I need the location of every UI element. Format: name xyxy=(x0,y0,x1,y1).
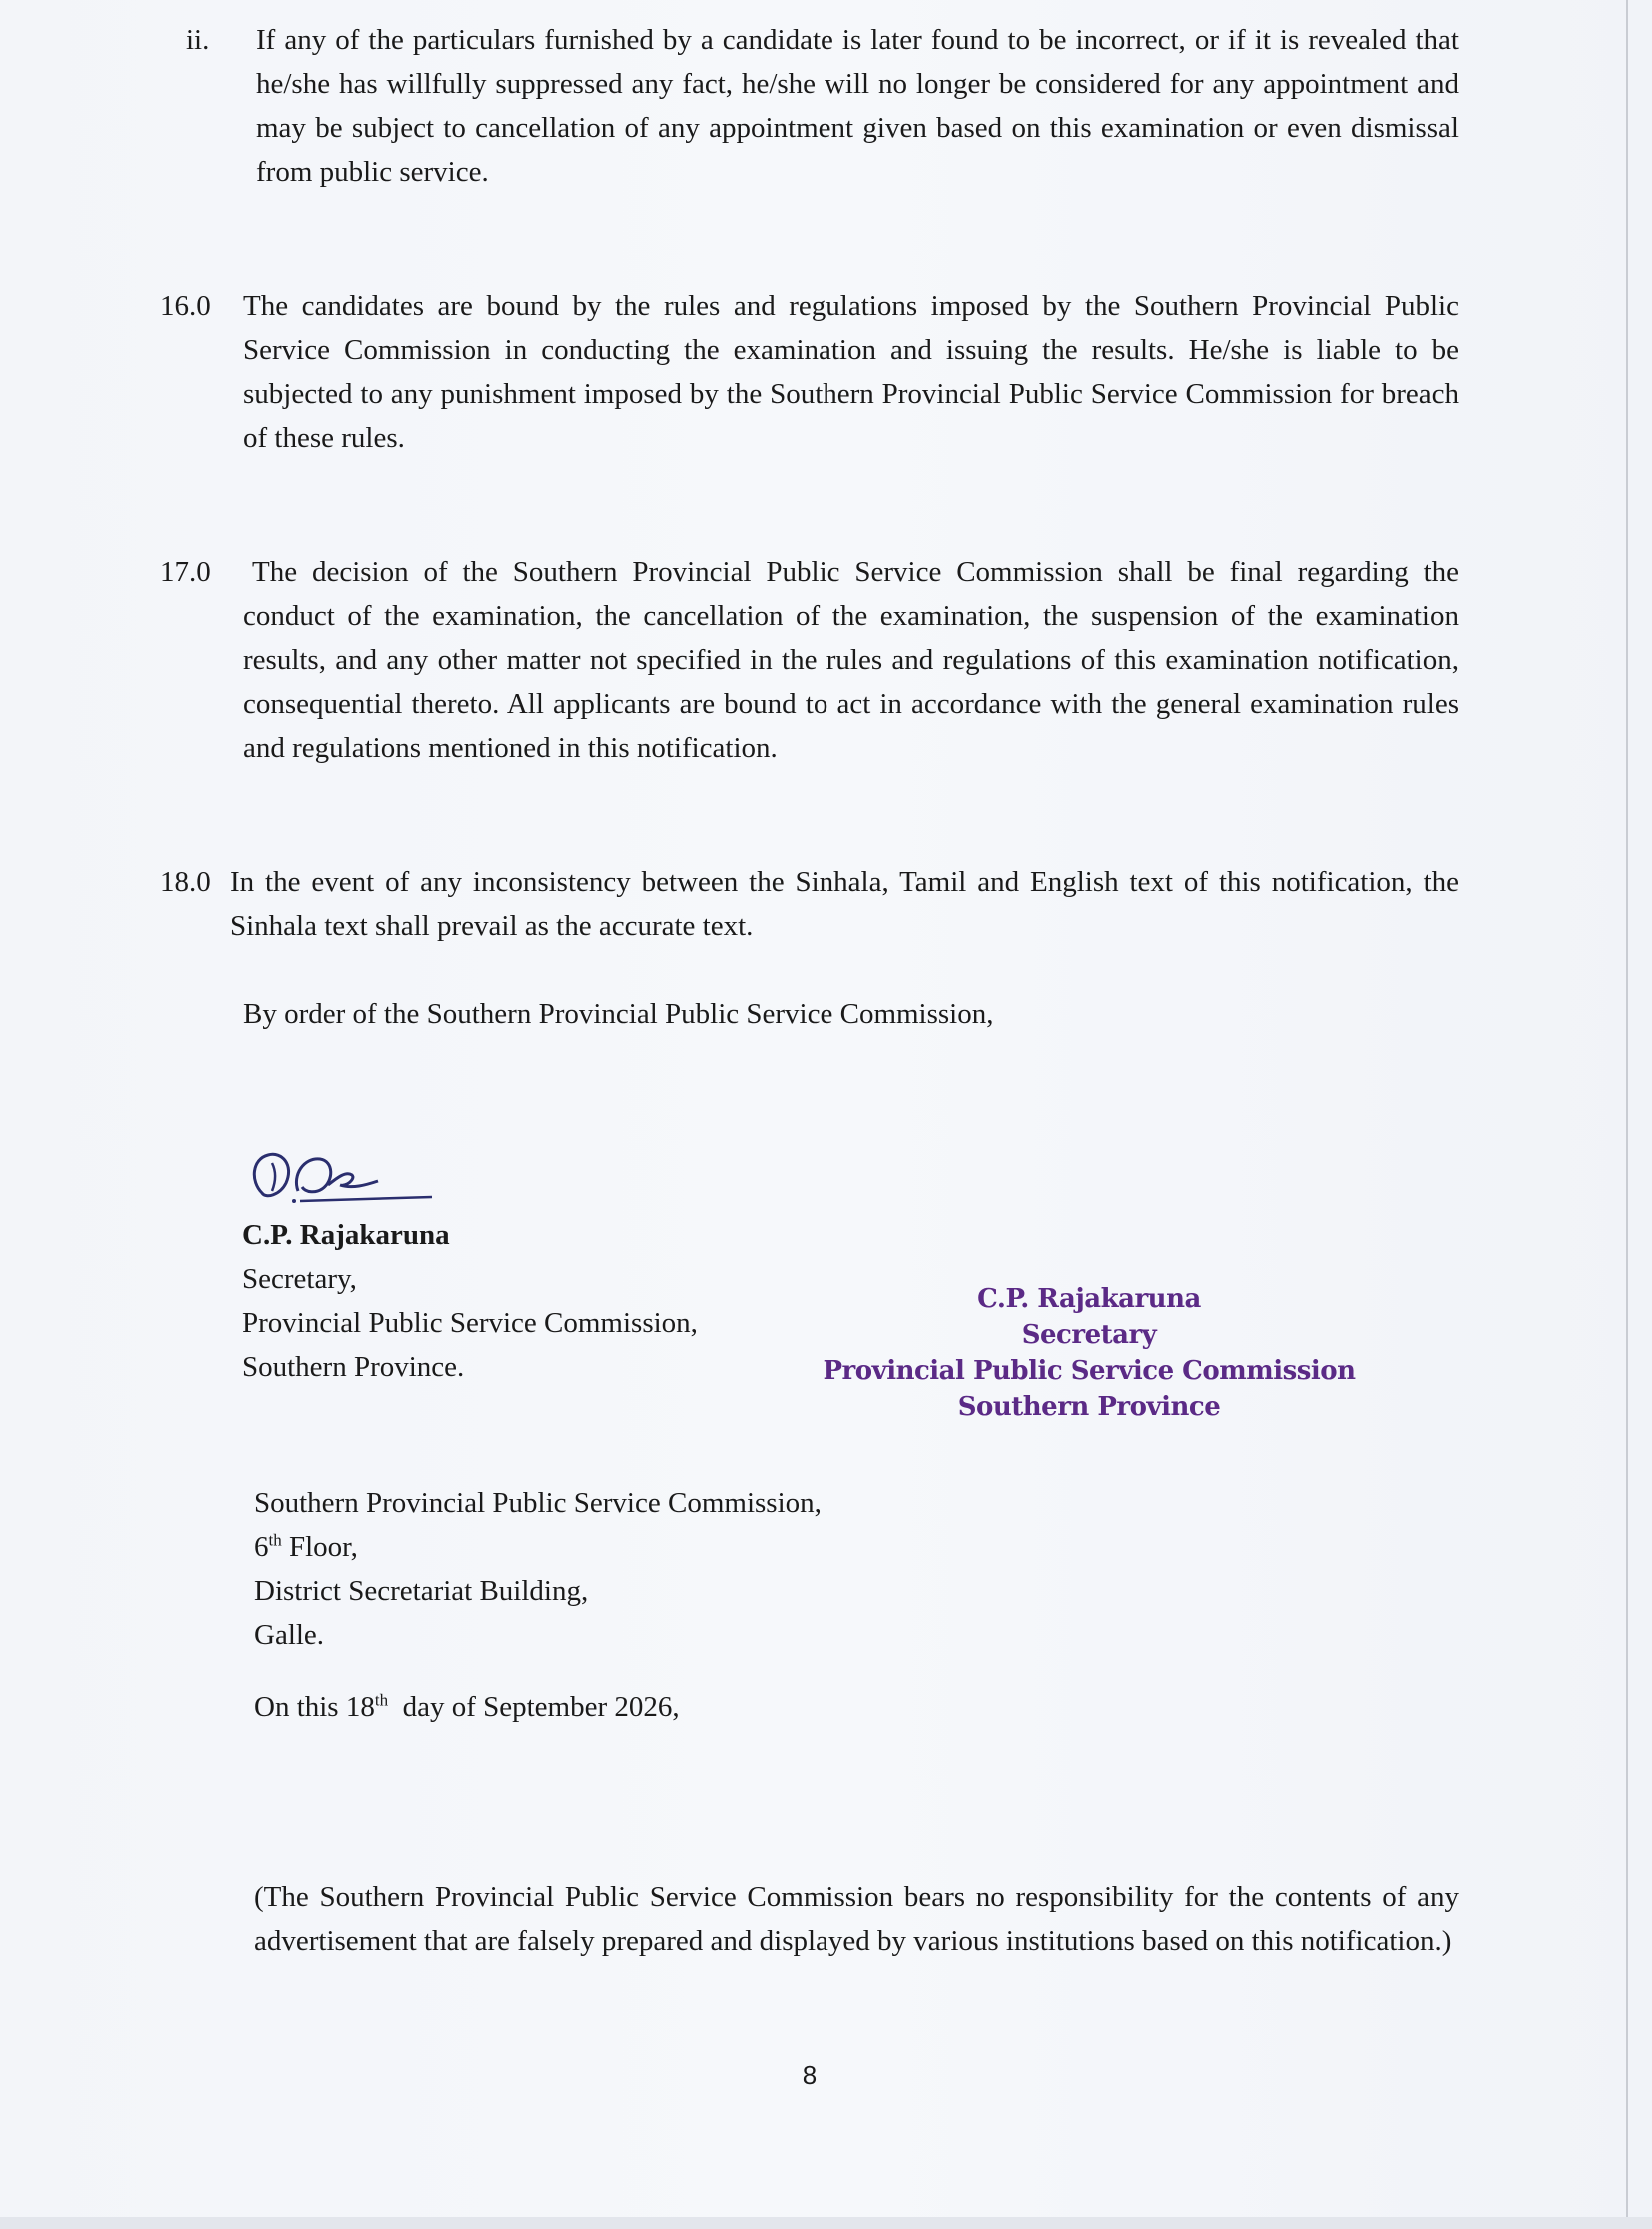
date-rest: day of September 2026, xyxy=(388,1691,680,1723)
stamp-office: Provincial Public Service Commission xyxy=(823,1356,1356,1386)
date-line xyxy=(254,1685,680,1729)
clause-text: In the event of any inconsistency between the Sinhala, Tamil and English text of this notification, the Sinhala text shall prevail as the accurate text. xyxy=(230,866,1459,942)
signatory-title: Secretary, xyxy=(242,1263,357,1295)
clause-number: 17.0 xyxy=(160,556,211,588)
floor-suffix: th xyxy=(268,1530,282,1550)
signatory-office: Provincial Public Service Commission, xyxy=(242,1307,698,1339)
clause-text: The candidates are bound by the rules and regulations imposed by the Southern Provincial Public Service Commission in conducting the examination and issuing the results. He/she is liable to be subjected to any punishment imposed by the Southern Provincial Public Service Commission for breach of these rules. xyxy=(243,290,1459,454)
address-line-3: District Secretariat Building, xyxy=(254,1575,589,1607)
official-stamp xyxy=(820,1281,1359,1425)
scan-edge-right xyxy=(1626,0,1628,2229)
page-number: 8 xyxy=(802,2060,818,2090)
floor-word: Floor, xyxy=(281,1531,358,1563)
clause-number: ii. xyxy=(186,24,210,56)
address-line-1: Southern Provincial Public Service Commission, xyxy=(254,1487,822,1519)
clause-text: If any of the particulars furnished by a candidate is later found to be incorrect, or if it is revealed that he/she has willfully suppressed any fact, he/she will no longer be considered for any appointment and may be subject to cancellation of any appointment given based on this examination or even dismissal from public service. xyxy=(256,24,1459,188)
disclaimer: (The Southern Provincial Public Service Commission bears no responsibility for the contents of any advertisement that are falsely prepared and displayed by various institutions based on this notification.) xyxy=(254,1881,1459,1957)
address-line-2 xyxy=(254,1525,358,1569)
clause-number: 16.0 xyxy=(160,290,211,322)
handwritten-signature xyxy=(242,1141,442,1211)
stamp-title: Secretary xyxy=(1021,1320,1157,1350)
signatory-province: Southern Province. xyxy=(242,1351,465,1383)
date-suffix: th xyxy=(374,1690,389,1710)
address-line-4: Galle. xyxy=(254,1619,325,1651)
signatory-name: C.P. Rajakaruna xyxy=(242,1219,450,1251)
clause-number: 18.0 xyxy=(160,866,211,898)
date-prefix: On this 18 xyxy=(254,1691,375,1723)
order-line: By order of the Southern Provincial Public Service Commission, xyxy=(243,998,994,1030)
floor-number: 6 xyxy=(254,1531,269,1563)
stamp-province: Southern Province xyxy=(957,1392,1221,1422)
scan-edge-bottom xyxy=(0,2217,1652,2229)
clause-text: The decision of the Southern Provincial Public Service Commission shall be final regarding the conduct of the examination, the cancellation of the examination, the suspension of the examination results, and any other matter not specified in the rules and regulations of this examination notification, consequential thereto. All applicants are bound to act in accordance with the general examination rules and regulations mentioned in this notification. xyxy=(243,556,1459,764)
stamp-name: C.P. Rajakaruna xyxy=(977,1284,1201,1314)
